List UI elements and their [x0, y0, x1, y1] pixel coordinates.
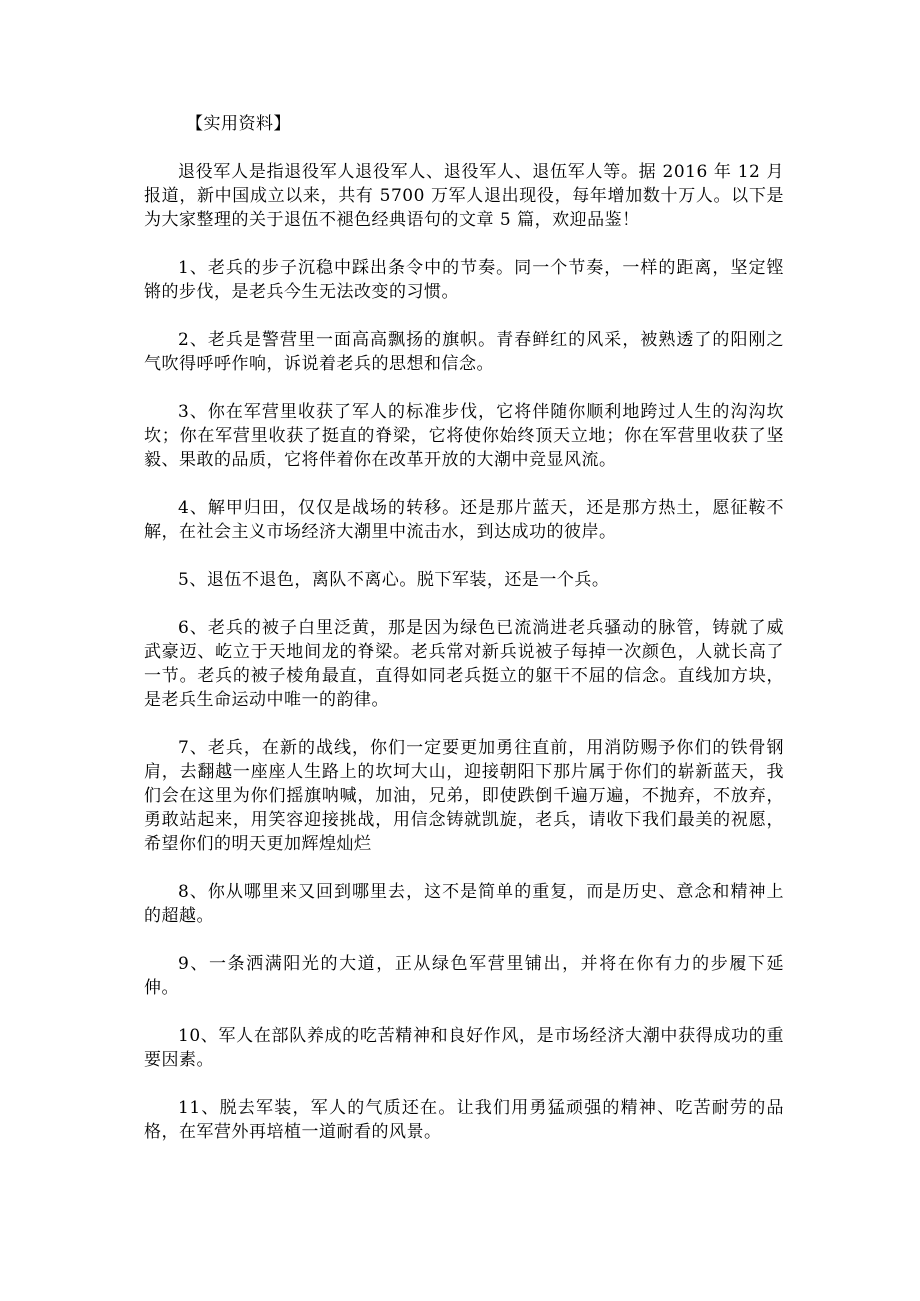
quote-paragraph-1: 1、老兵的步子沉稳中踩出条令中的节奏。同一个节奏，一样的距离，坚定铿锵的步伐，是老兵今生无法改变的习惯。 [144, 258, 784, 302]
quote-paragraph-2: 2、老兵是警营里一面高高飘扬的旗帜。青春鲜红的风采，被熟透了的阳刚之气吹得呼呼作响，诉说着老兵的思想和信念。 [144, 330, 784, 374]
quote-paragraph-7: 7、老兵，在新的战线，你们一定要更加勇往直前，用消防赐予你们的铁骨钢肩，去翻越一座座人生路上的坎坷大山，迎接朝阳下那片属于你们的崭新蓝天，我们会在这里为你们摇旗呐喊，加油，兄弟，即使跌倒千遍万遍，不抛弃，不放弃，勇敢站起来，用笑容迎接挑战，用信念铸就凯旋，老兵，请收下我们最美的祝愿，希望你们的明天更加辉煌灿烂 [144, 738, 784, 854]
quote-paragraph-6: 6、老兵的被子白里泛黄，那是因为绿色已流淌进老兵骚动的脉管，铸就了威武豪迈、屹立于天地间龙的脊梁。老兵常对新兵说被子每掉一次颜色，人就长高了一节。老兵的被子棱角最直，直得如同老兵挺立的躯干不屈的信念。直线加方块，是老兵生命运动中唯一的韵律。 [144, 618, 784, 710]
quote-paragraph-11: 11、脱去军装，军人的气质还在。让我们用勇猛顽强的精神、吃苦耐劳的品格，在军营外再培植一道耐看的风景。 [144, 1098, 784, 1142]
document-body [144, 160, 784, 1168]
quote-paragraph-5: 5、退伍不退色，离队不离心。脱下军装，还是一个兵。 [178, 570, 610, 590]
document-heading: 【实用资料】 [186, 114, 291, 134]
intro-paragraph: 退役军人是指退役军人退役军人、退役军人、退伍军人等。据 2016 年 12 月报道，新中国成立以来，共有 5700 万军人退出现役，每年增加数十万人。以下是为大家整理的关于退伍不褪色经典语句的文章 5 篇，欢迎品鉴！ [144, 162, 784, 230]
quote-paragraph-4: 4、解甲归田，仅仅是战场的转移。还是那片蓝天，还是那方热土，愿征鞍不解，在社会主义市场经济大潮里中流击水，到达成功的彼岸。 [144, 498, 784, 542]
quote-paragraph-3: 3、你在军营里收获了军人的标准步伐，它将伴随你顺利地跨过人生的沟沟坎坎；你在军营里收获了挺直的脊梁，它将使你始终顶天立地；你在军营里收获了坚毅、果敢的品质，它将伴着你在改革开放的大潮中竞显风流。 [144, 402, 784, 470]
quote-paragraph-10: 10、军人在部队养成的吃苦精神和良好作风，是市场经济大潮中获得成功的重要因素。 [144, 1026, 784, 1070]
quote-paragraph-8: 8、你从哪里来又回到哪里去，这不是简单的重复，而是历史、意念和精神上的超越。 [144, 882, 784, 926]
quote-paragraph-9: 9、一条洒满阳光的大道，正从绿色军营里铺出，并将在你有力的步履下延伸。 [144, 954, 784, 998]
